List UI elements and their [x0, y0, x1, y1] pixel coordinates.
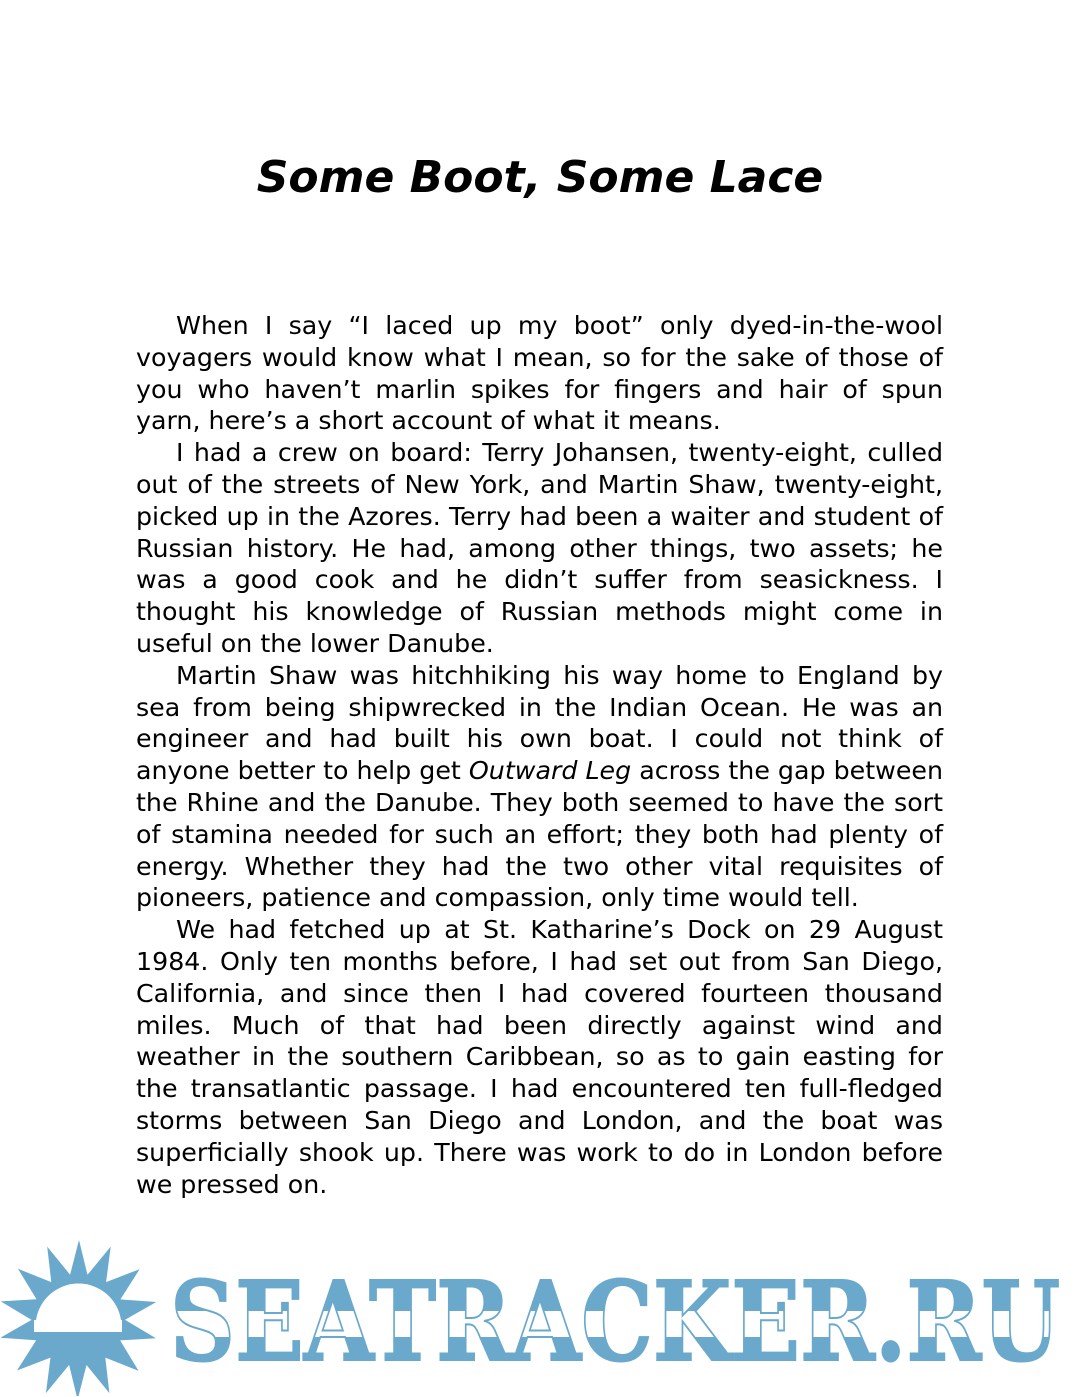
paragraph-4: We had fetched up at St. Katharine’s Dock on 29 August 1984. Only ten months before, I had set out from San Diego, California, and since then I had covered fourteen thousand miles. Much of that had been directly against wind and weather in the southern Caribbean, so as to gain easting for the transatlantic passage. I had encountered ten full-fledged storms between San Diego and London, and the boat was superficially shook up. There was work to do in London before we pressed on.: [136, 915, 943, 1199]
sun-icon: [0, 1240, 156, 1396]
watermark-text: SEATRACKER.RU: [170, 1257, 1060, 1386]
page-title: Some Boot, Some Lace: [256, 152, 824, 203]
boat-name-italic: Outward Leg: [468, 756, 632, 786]
paragraph-2: I had a crew on board: Terry Johansen, twenty-eight, culled out of the streets of New York, and Martin Shaw, twenty-eight, picked up in the Azores. Terry had been a waiter and student of Russian history. He had, among other things, two assets; he was a good cook and he didn’t suffer from seasickness. I thought his knowledge of Russian methods might come in useful on the lower Danube.: [136, 438, 943, 658]
watermark: [0, 1236, 1080, 1396]
paragraph-1: When I say “I laced up my boot” only dyed-in-the-wool voyagers would know what I mean, so for the sake of those of you who haven’t marlin spikes for fingers and hair of spun yarn, here’s a short account of what it means.: [136, 311, 943, 436]
paragraph-3-text-end: across the gap between the Rhine and the Danube. They both seemed to have the sort of stamina needed for such an effort; they both had plenty of energy. Whether they had the two other vital requisites of pioneers, patience and compassion, only time would tell.: [136, 756, 943, 913]
paragraph-3-text-start: Martin Shaw was hitchhiking his way home to England by sea from being shipwrecked in the Indian Ocean. He was an engineer and had built his own boat. I could not think of anyone better to help get: [136, 660, 943, 786]
body-text: [136, 310, 943, 1200]
paragraph-3: [136, 660, 943, 914]
